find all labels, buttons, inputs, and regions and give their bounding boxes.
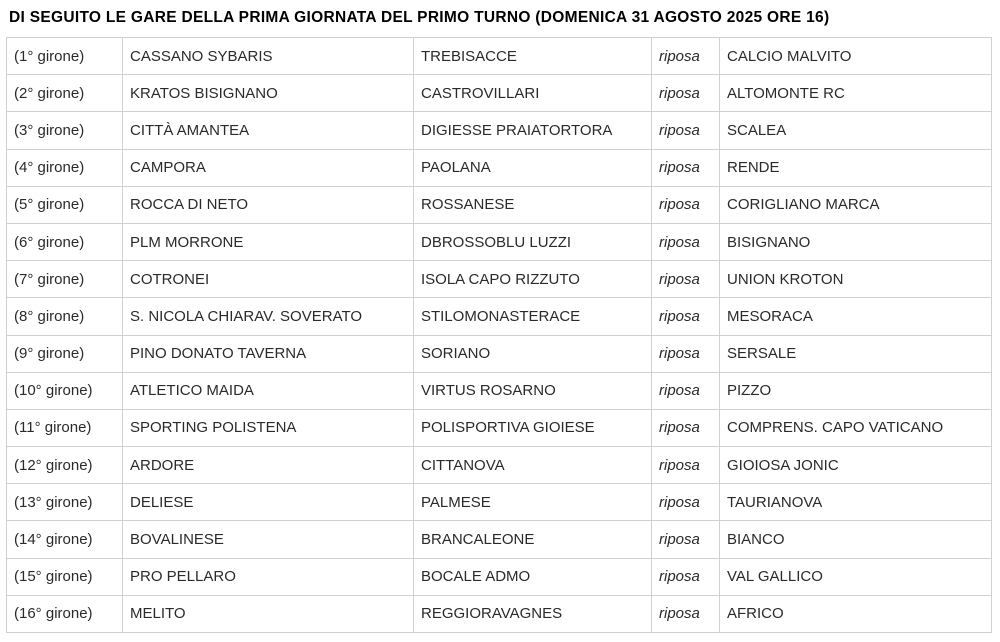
riposa-label-cell: riposa: [652, 521, 720, 558]
table-row: [7, 521, 992, 558]
fixtures-table-body: [7, 38, 992, 633]
away-team-cell: REGGIORAVAGNES: [414, 595, 652, 632]
riposa-label-cell: riposa: [652, 186, 720, 223]
resting-team-cell: TAURIANOVA: [720, 484, 992, 521]
home-team-cell: SPORTING POLISTENA: [123, 409, 414, 446]
away-team-cell: BOCALE ADMO: [414, 558, 652, 595]
riposa-label-cell: riposa: [652, 372, 720, 409]
riposa-label-cell: riposa: [652, 223, 720, 260]
table-row: [7, 38, 992, 75]
away-team-cell: TREBISACCE: [414, 38, 652, 75]
away-team-cell: ROSSANESE: [414, 186, 652, 223]
table-row: [7, 112, 992, 149]
resting-team-cell: COMPRENS. CAPO VATICANO: [720, 409, 992, 446]
away-team-cell: PAOLANA: [414, 149, 652, 186]
home-team-cell: CASSANO SYBARIS: [123, 38, 414, 75]
riposa-label-cell: riposa: [652, 447, 720, 484]
girone-cell: (7° girone): [7, 261, 123, 298]
girone-cell: (3° girone): [7, 112, 123, 149]
away-team-cell: SORIANO: [414, 335, 652, 372]
table-row: [7, 447, 992, 484]
away-team-cell: POLISPORTIVA GIOIESE: [414, 409, 652, 446]
table-row: [7, 484, 992, 521]
resting-team-cell: CALCIO MALVITO: [720, 38, 992, 75]
away-team-cell: PALMESE: [414, 484, 652, 521]
resting-team-cell: BISIGNANO: [720, 223, 992, 260]
table-row: [7, 75, 992, 112]
table-row: [7, 372, 992, 409]
girone-cell: (5° girone): [7, 186, 123, 223]
home-team-cell: CAMPORA: [123, 149, 414, 186]
table-row: [7, 595, 992, 632]
girone-cell: (10° girone): [7, 372, 123, 409]
home-team-cell: CITTÀ AMANTEA: [123, 112, 414, 149]
away-team-cell: CASTROVILLARI: [414, 75, 652, 112]
table-row: [7, 558, 992, 595]
home-team-cell: PINO DONATO TAVERNA: [123, 335, 414, 372]
away-team-cell: BRANCALEONE: [414, 521, 652, 558]
table-row: [7, 298, 992, 335]
table-row: [7, 186, 992, 223]
table-row: [7, 149, 992, 186]
girone-cell: (16° girone): [7, 595, 123, 632]
away-team-cell: STILOMONASTERACE: [414, 298, 652, 335]
riposa-label-cell: riposa: [652, 558, 720, 595]
home-team-cell: ARDORE: [123, 447, 414, 484]
resting-team-cell: GIOIOSA JONIC: [720, 447, 992, 484]
fixtures-table: [6, 37, 992, 633]
table-row: [7, 335, 992, 372]
riposa-label-cell: riposa: [652, 595, 720, 632]
home-team-cell: PLM MORRONE: [123, 223, 414, 260]
girone-cell: (1° girone): [7, 38, 123, 75]
away-team-cell: VIRTUS ROSARNO: [414, 372, 652, 409]
resting-team-cell: BIANCO: [720, 521, 992, 558]
riposa-label-cell: riposa: [652, 261, 720, 298]
home-team-cell: PRO PELLARO: [123, 558, 414, 595]
resting-team-cell: UNION KROTON: [720, 261, 992, 298]
girone-cell: (13° girone): [7, 484, 123, 521]
resting-team-cell: RENDE: [720, 149, 992, 186]
resting-team-cell: SCALEA: [720, 112, 992, 149]
resting-team-cell: VAL GALLICO: [720, 558, 992, 595]
resting-team-cell: AFRICO: [720, 595, 992, 632]
riposa-label-cell: riposa: [652, 409, 720, 446]
table-row: [7, 409, 992, 446]
riposa-label-cell: riposa: [652, 75, 720, 112]
home-team-cell: S. NICOLA CHIARAV. SOVERATO: [123, 298, 414, 335]
resting-team-cell: ALTOMONTE RC: [720, 75, 992, 112]
home-team-cell: KRATOS BISIGNANO: [123, 75, 414, 112]
riposa-label-cell: riposa: [652, 298, 720, 335]
riposa-label-cell: riposa: [652, 38, 720, 75]
girone-cell: (15° girone): [7, 558, 123, 595]
riposa-label-cell: riposa: [652, 335, 720, 372]
girone-cell: (8° girone): [7, 298, 123, 335]
girone-cell: (11° girone): [7, 409, 123, 446]
girone-cell: (6° girone): [7, 223, 123, 260]
home-team-cell: DELIESE: [123, 484, 414, 521]
resting-team-cell: CORIGLIANO MARCA: [720, 186, 992, 223]
home-team-cell: ATLETICO MAIDA: [123, 372, 414, 409]
home-team-cell: MELITO: [123, 595, 414, 632]
away-team-cell: DBROSSOBLU LUZZI: [414, 223, 652, 260]
girone-cell: (9° girone): [7, 335, 123, 372]
table-row: [7, 223, 992, 260]
resting-team-cell: SERSALE: [720, 335, 992, 372]
home-team-cell: COTRONEI: [123, 261, 414, 298]
riposa-label-cell: riposa: [652, 484, 720, 521]
home-team-cell: ROCCA DI NETO: [123, 186, 414, 223]
resting-team-cell: PIZZO: [720, 372, 992, 409]
riposa-label-cell: riposa: [652, 112, 720, 149]
girone-cell: (12° girone): [7, 447, 123, 484]
girone-cell: (14° girone): [7, 521, 123, 558]
resting-team-cell: MESORACA: [720, 298, 992, 335]
girone-cell: (4° girone): [7, 149, 123, 186]
home-team-cell: BOVALINESE: [123, 521, 414, 558]
table-row: [7, 261, 992, 298]
page-title: DI SEGUITO LE GARE DELLA PRIMA GIORNATA DEL PRIMO TURNO (DOMENICA 31 AGOSTO 2025 ORE 16): [9, 9, 830, 26]
girone-cell: (2° girone): [7, 75, 123, 112]
away-team-cell: CITTANOVA: [414, 447, 652, 484]
away-team-cell: DIGIESSE PRAIATORTORA: [414, 112, 652, 149]
riposa-label-cell: riposa: [652, 149, 720, 186]
away-team-cell: ISOLA CAPO RIZZUTO: [414, 261, 652, 298]
